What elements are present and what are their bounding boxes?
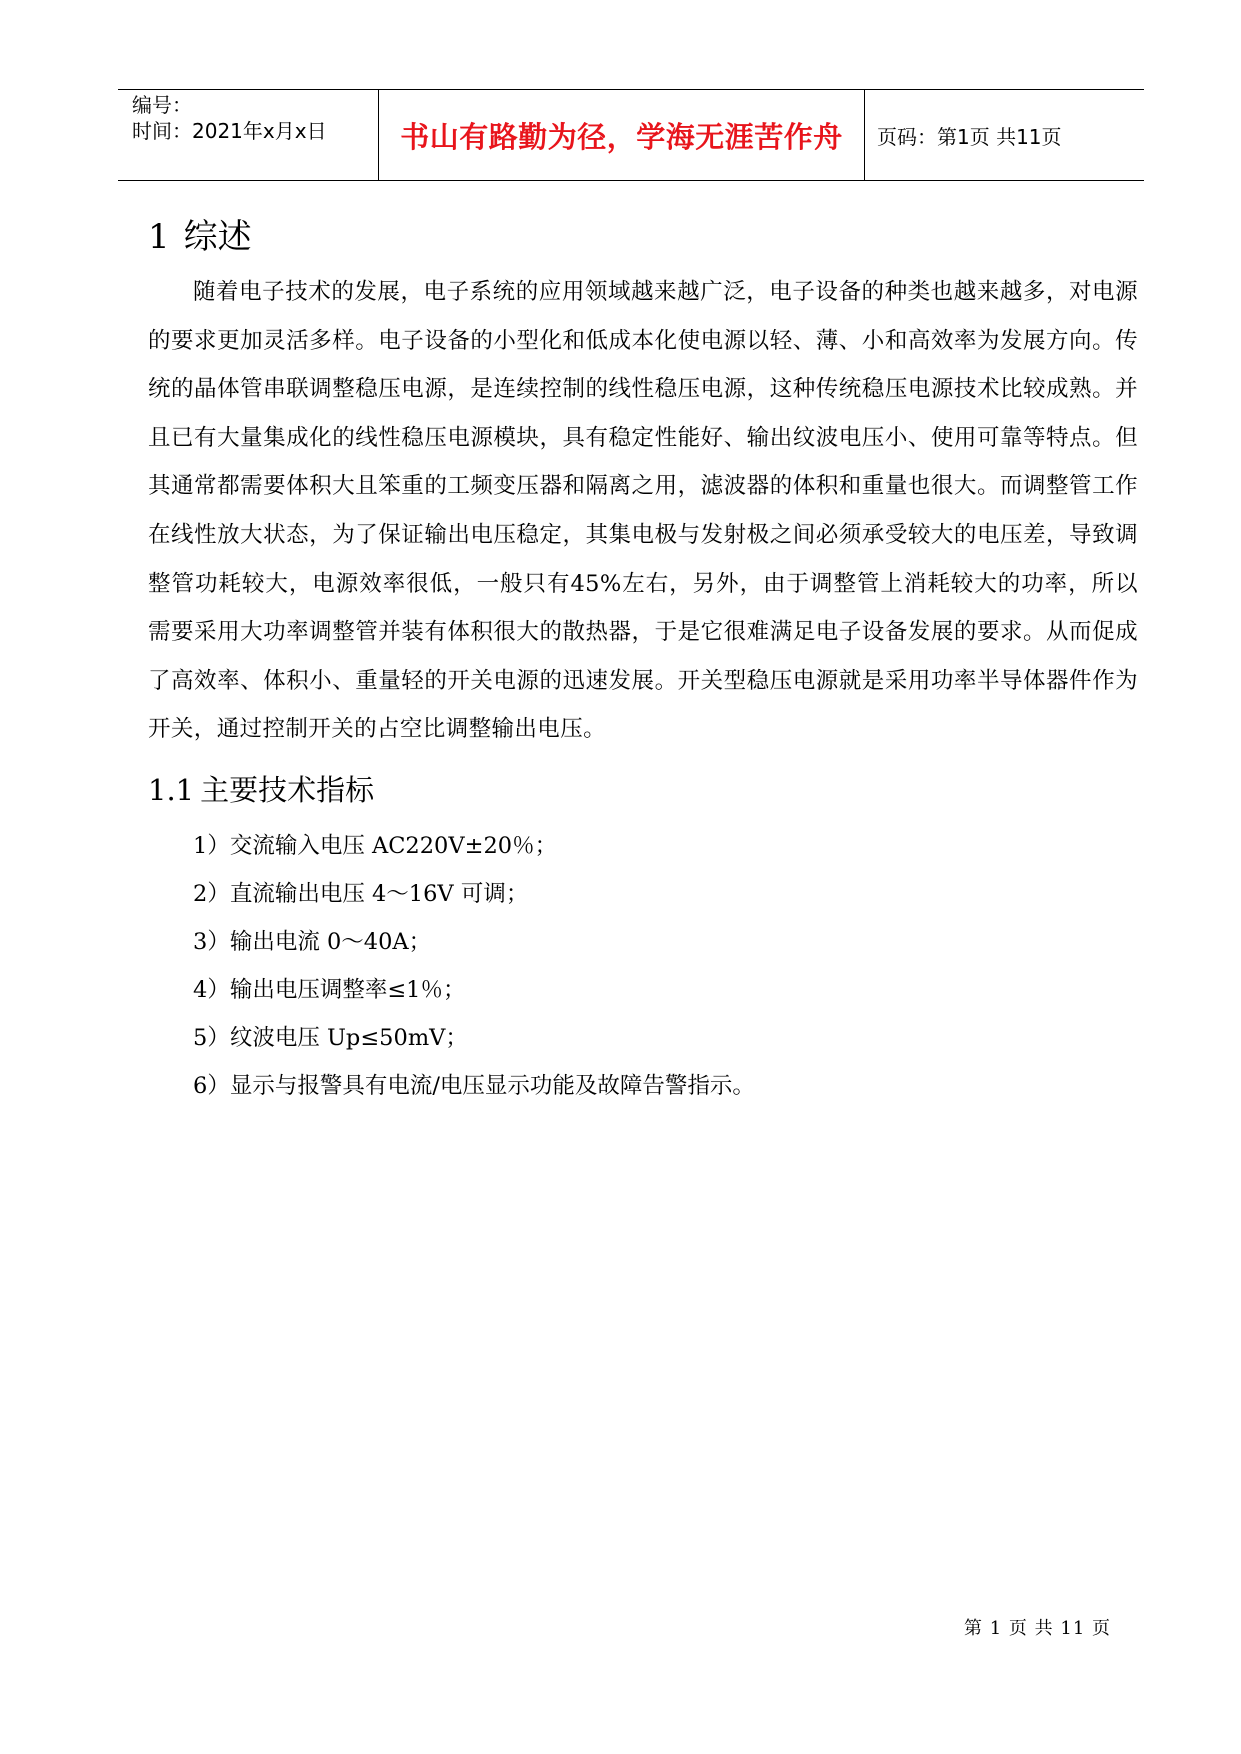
page-code-cell <box>865 90 1144 180</box>
subsection-number: 1.1 <box>148 772 195 807</box>
spec-item-2: 2）直流输出电压 4～16V 可调； <box>193 880 529 907</box>
page-footer: 第 1 页 共 11 页 <box>964 1618 1111 1639</box>
spec-item-1: 1）交流输入电压 AC220V±20％； <box>193 832 558 859</box>
spec-item-5: 5）纹波电压 Up≤50mV； <box>193 1024 468 1051</box>
spec-list <box>148 822 1138 1110</box>
number-label: 编号： <box>132 93 192 117</box>
spec-item-4: 4）输出电压调整率≤1％； <box>193 976 466 1003</box>
section-number: 1 <box>148 217 170 257</box>
subsection-title: 主要技术指标 <box>200 772 375 807</box>
section-title: 综述 <box>183 217 252 257</box>
document-body <box>148 214 1138 1110</box>
motto-cell <box>379 90 865 180</box>
subsection-heading <box>148 768 1138 812</box>
time-label: 时间：2021年x月x日 <box>132 119 327 143</box>
motto-text: 书山有路勤为径，学海无涯苦作舟 <box>400 119 843 154</box>
header-info-cell <box>118 90 379 180</box>
header-table <box>118 89 1144 181</box>
page-code-text: 页码：第1页 共11页 <box>877 124 1062 149</box>
spec-item-6: 6）显示与报警具有电流/电压显示功能及故障告警指示。 <box>193 1072 755 1099</box>
spec-item-3: 3）输出电流 0～40A； <box>193 928 432 955</box>
section-heading <box>148 214 1138 260</box>
section-paragraph: 随着电子技术的发展，电子系统的应用领域越来越广泛，电子设备的种类也越来越多，对电源的要求更加灵活多样。电子设备的小型化和低成本化使电源以轻、薄、小和高效率为发展方向。传统的晶体管串联调整稳压电源，是连续控制的线性稳压电源，这种传统稳压电源技术比较成熟。并且已有大量集成化的线性稳压电源模块，具有稳定性能好、输出纹波电压小、使用可靠等特点。但其通常都需要体积大且笨重的工频变压器和隔离之用，滤波器的体积和重量也很大。而调整管工作在线性放大状态，为了保证输出电压稳定，其集电极与发射极之间必须承受较大的电压差，导致调整管功耗较大，电源效率很低，一般只有45%左右，另外，由于调整管上消耗较大的功率，所以需要采用大功率调整管并装有体积很大的散热器，于是它很难满足电子设备发展的要求。从而促成了高效率、体积小、重量轻的开关电源的迅速发展。开关型稳压电源就是采用功率半导体器件作为开关，通过控制开关的占空比调整输出电压。 <box>148 279 1138 743</box>
